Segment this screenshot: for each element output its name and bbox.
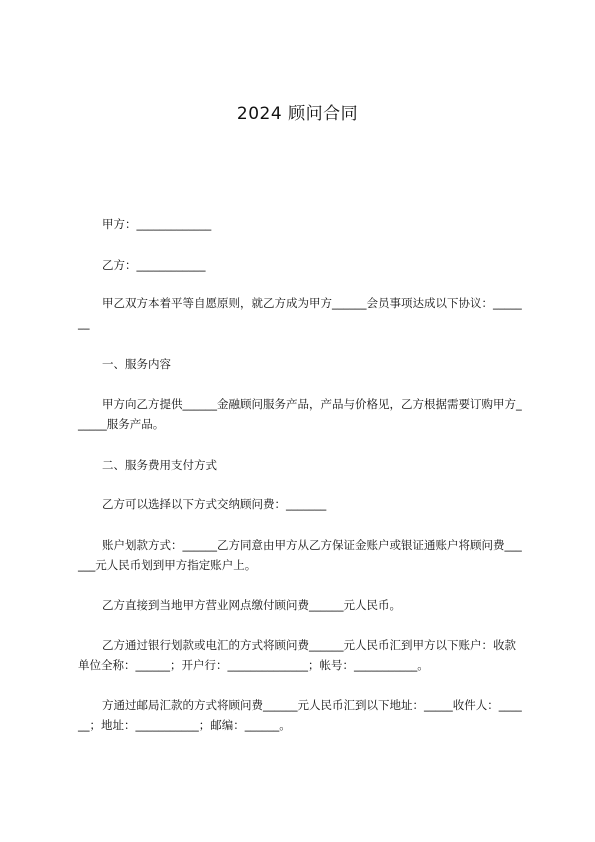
account-transfer-paragraph: 账户划款方式：______乙方同意由甲方从乙方保证金账户或银证通账户将顾问费______元人民币划到甲方指定账户上。	[78, 538, 522, 572]
service-content-paragraph: 甲方向乙方提供______金融顾问服务产品，产品与价格见，乙方根据需要订购甲方______服务产品。	[78, 397, 522, 431]
branch-payment-paragraph: 乙方直接到当地甲方营业网点缴付顾问费______元人民币。	[102, 598, 401, 612]
postal-remittance-paragraph: 方通过邮局汇款的方式将顾问费______元人民币汇到以下地址：_____收件人：______；地址：___________；邮编：______。	[78, 698, 522, 732]
party-b-line: 乙方：____________	[102, 258, 206, 272]
payment-options-paragraph: 乙方可以选择以下方式交纳顾问费：_______	[102, 497, 327, 511]
party-a-line: 甲方：_____________	[102, 217, 212, 231]
document-title: 2024 顾问合同	[236, 104, 359, 124]
section-heading-service-content: 一、服务内容	[102, 357, 171, 371]
section-heading-payment-method: 二、服务费用支付方式	[102, 458, 217, 472]
bank-transfer-paragraph: 乙方通过银行划款或电汇的方式将顾问费______元人民币汇到甲方以下账户：收款单位全称：______；开户行：______________；帐号：___________。	[78, 638, 516, 672]
agreement-intro-paragraph: 甲乙双方本着平等自愿原则，就乙方成为甲方______会员事项达成以下协议：_______	[78, 296, 522, 330]
